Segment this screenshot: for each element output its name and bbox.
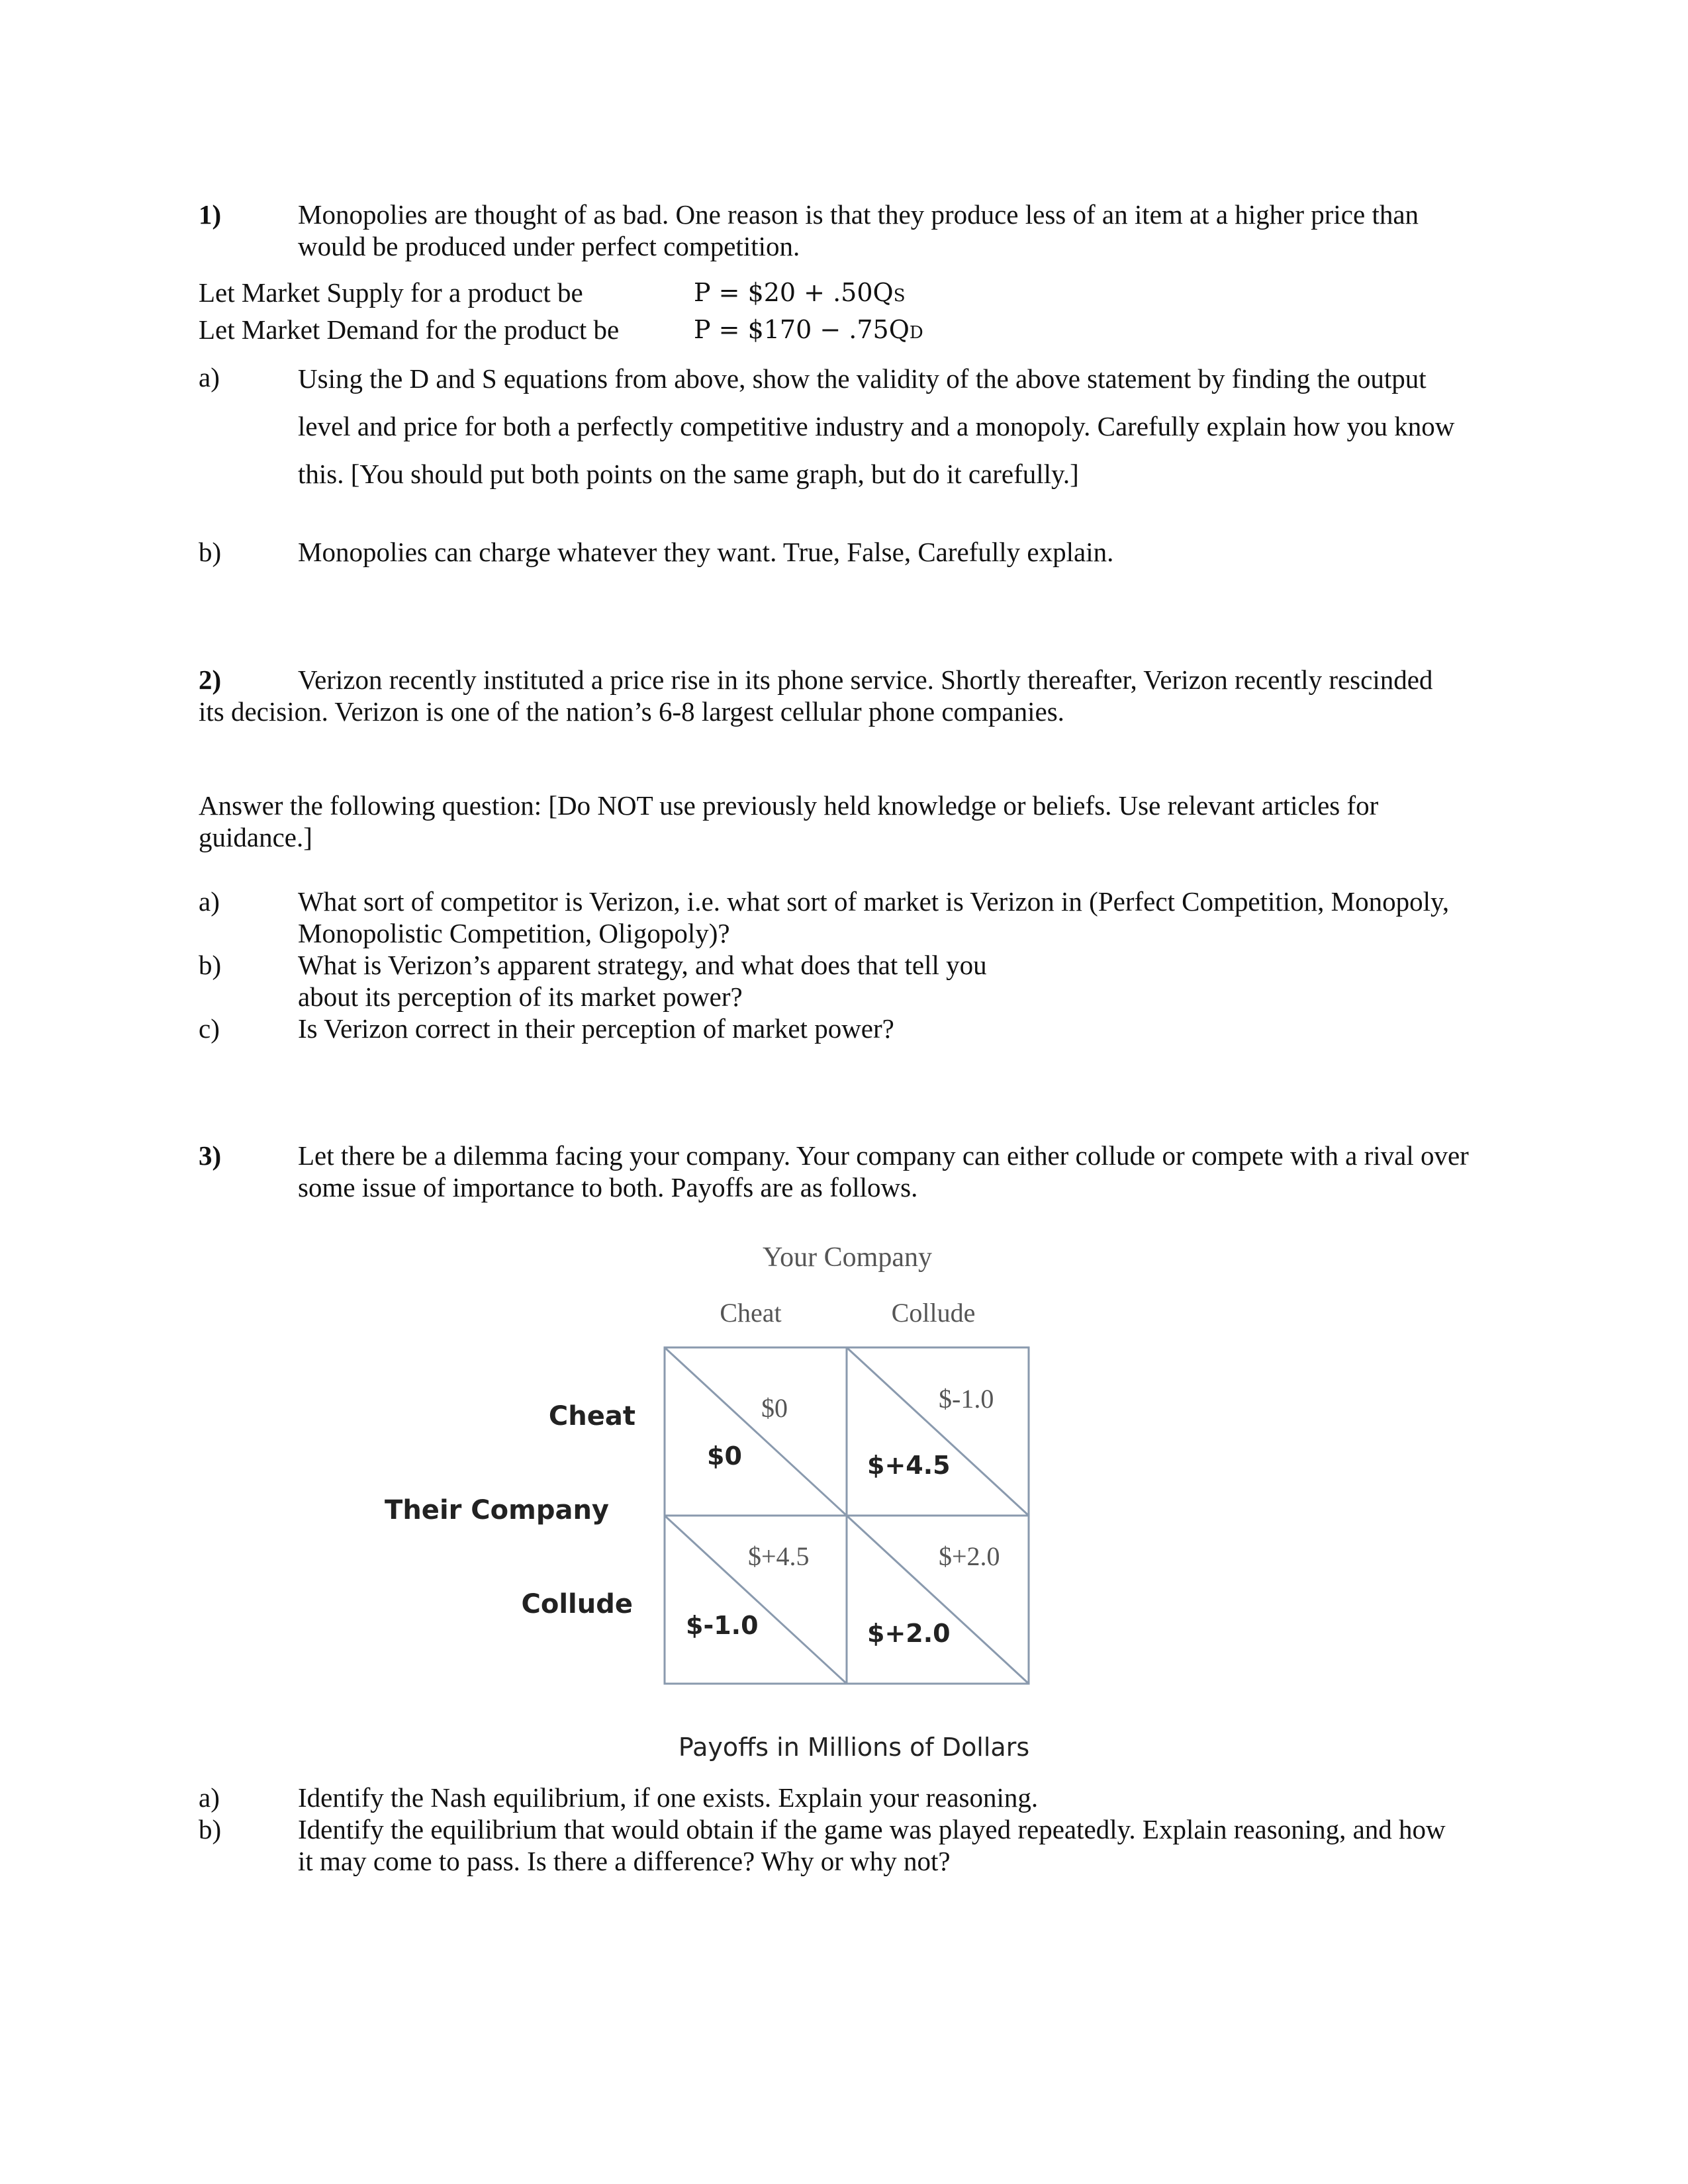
q1-demand-equation: [694, 314, 923, 349]
q1-intro: Monopolies are thought of as bad. One reason is that they produce less of an item at a higher price than would be produced under perfect competition.: [298, 199, 1419, 261]
payoff-collude-collude-theirs: $+2.0: [867, 1619, 951, 1648]
q1-demand-label: Let Market Demand for the product be: [199, 314, 620, 345]
matrix-col-cheat-label: Cheat: [720, 1298, 782, 1328]
q1-supply-equation: [694, 277, 906, 312]
q3-a-label: a): [199, 1782, 220, 1813]
cell-diagonal: [847, 1347, 1029, 1516]
payoff-cheat-cheat-yours: $0: [761, 1393, 788, 1423]
demand-subscript: D: [909, 323, 923, 343]
q1-b-label: b): [199, 537, 222, 567]
supply-equation-text: P = $20 + .50Q: [694, 278, 894, 307]
q2-number: 2): [199, 664, 222, 695]
q1-a-text: Using the D and S equations from above, show the validity of the above statement by finding the output level and price for both a perfectly competitive industry and a monopoly. Carefully explain how you know this. [You should put both points on the same graph, but do it carefully.]: [298, 363, 1455, 489]
payoff-cheat-collude-yours: $-1.0: [939, 1384, 994, 1414]
q3-b-line2: it may come to pass. Is there a difference? Why or why not?: [298, 1846, 951, 1876]
matrix-your-company-label: Your Company: [763, 1242, 932, 1273]
q1-a-label: a): [199, 362, 220, 392]
matrix-their-company-label: Their Company: [385, 1495, 609, 1525]
q2-c-text: Is Verizon correct in their perception of market power?: [298, 1013, 894, 1044]
q3-b-line1: Identify the equilibrium that would obtain if the game was played repeatedly. Explain reasoning, and how: [298, 1814, 1446, 1844]
q1-number: 1): [199, 199, 222, 230]
payoff-cheat-cheat-theirs: $0: [707, 1441, 742, 1471]
supply-subscript: S: [893, 286, 906, 306]
q3-intro: Let there be a dilemma facing your company. Your company can either collude or compete with a rival over some issue of importance to both. Payoffs are as follows.: [298, 1140, 1469, 1203]
matrix-col-collude-label: Collude: [891, 1298, 976, 1328]
q2-a-text: What sort of competitor is Verizon, i.e. what sort of market is Verizon in (Perfect Competition, Monopoly, Monopolistic Competition, Oligopoly)?: [298, 886, 1450, 948]
payoff-collude-collude-yours: $+2.0: [939, 1541, 1000, 1571]
q3-b-label: b): [199, 1814, 222, 1844]
demand-equation-text: P = $170 − .75Q: [694, 315, 910, 344]
q2-c-label: c): [199, 1013, 220, 1044]
payoff-collude-cheat-yours: $+4.5: [748, 1541, 810, 1571]
q2-b-label: b): [199, 950, 222, 980]
q2-b-line2: about its perception of its market power?: [298, 981, 743, 1012]
q2-b-line1: What is Verizon’s apparent strategy, and what does that tell you: [298, 950, 987, 980]
q1-b-text: Monopolies can charge whatever they want. True, False, Carefully explain.: [298, 537, 1114, 567]
q3-a-text: Identify the Nash equilibrium, if one exists. Explain your reasoning.: [298, 1782, 1039, 1813]
q3-number: 3): [199, 1140, 222, 1171]
q2-intro-rest: its decision. Verizon is one of the nation’s 6-8 largest cellular phone companies.: [199, 696, 1064, 727]
matrix-row-cheat-label: Cheat: [548, 1401, 635, 1432]
matrix-caption: Payoffs in Millions of Dollars: [678, 1733, 1030, 1762]
payoff-cheat-collude-theirs: $+4.5: [867, 1451, 951, 1480]
q1-supply-label: Let Market Supply for a product be: [199, 277, 583, 308]
q2-a-label: a): [199, 886, 220, 917]
payoff-collude-cheat-theirs: $-1.0: [686, 1611, 759, 1640]
q2-intro-first: Verizon recently instituted a price rise in its phone service. Shortly thereafter, Verizon recently rescinded: [298, 664, 1433, 695]
cell-diagonal: [847, 1516, 1029, 1684]
matrix-row-collude-label: Collude: [521, 1589, 633, 1619]
cell-diagonal: [665, 1347, 847, 1516]
q2-instruction: Answer the following question: [Do NOT use previously held knowledge or beliefs. Use relevant articles for guidance.]: [199, 790, 1379, 852]
